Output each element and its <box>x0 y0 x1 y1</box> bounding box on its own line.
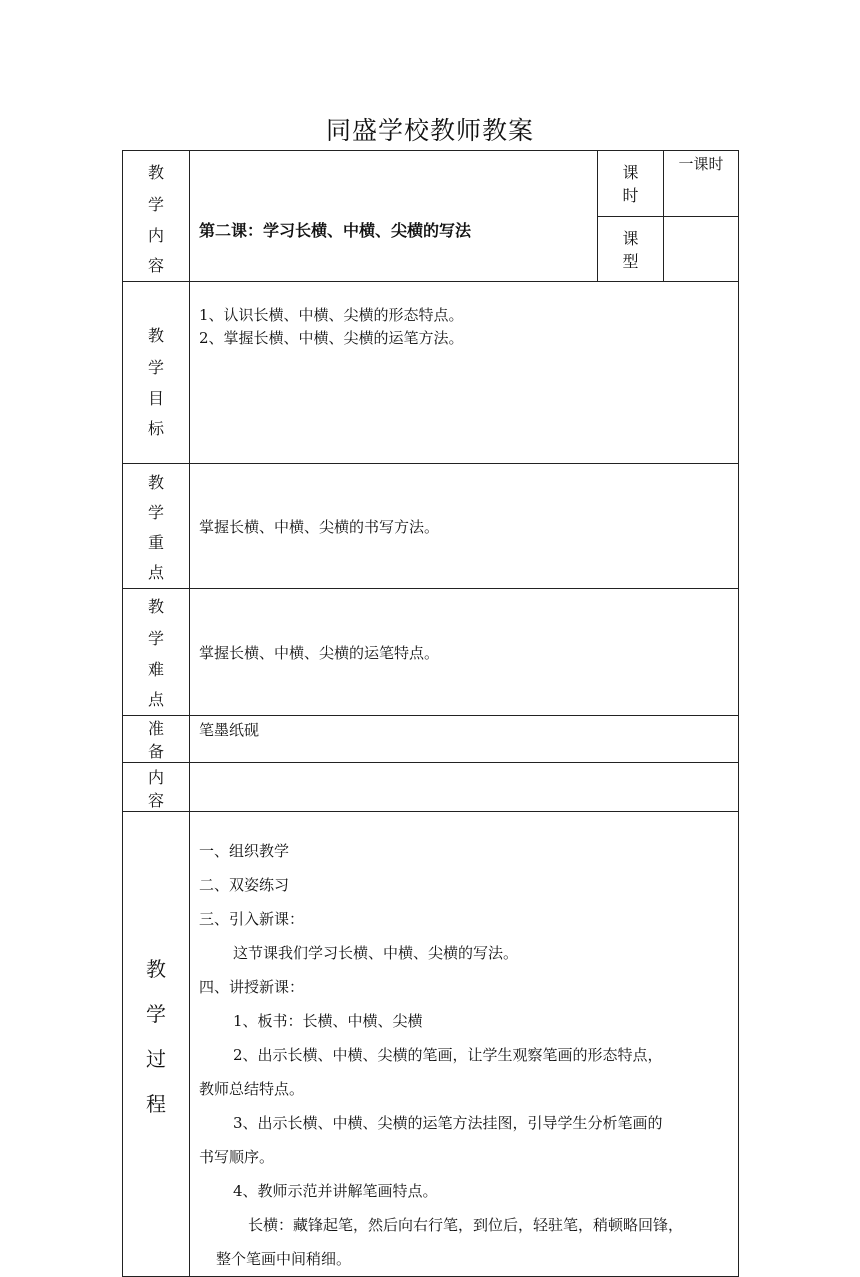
process-line: 书写顺序。 <box>199 1148 275 1166</box>
process-label: 教 学 过 程 <box>123 812 190 1277</box>
lesson-title-cell <box>190 151 598 282</box>
hours-label-cell: 课 时 <box>598 151 664 217</box>
key-points-label: 教 学 重 点 <box>123 464 190 589</box>
process-line: 整个笔画中间稍细。 <box>216 1250 352 1268</box>
process-line: 一、组织教学 <box>199 842 290 860</box>
preparation-label-2: 内 容 <box>123 763 190 812</box>
type-label-cell: 课 型 <box>598 216 664 282</box>
difficulties-text: 掌握长横、中横、尖横的运笔特点。 <box>190 589 739 716</box>
process-line: 2、出示长横、中横、尖横的笔画，让学生观察笔画的形态特点， <box>233 1046 663 1064</box>
process-line: 二、双姿练习 <box>199 876 290 894</box>
difficulties-label: 教 学 难 点 <box>123 589 190 716</box>
process-line: 教师总结特点。 <box>199 1080 305 1098</box>
preparation-text: 笔墨纸砚 <box>190 716 739 763</box>
process-line: 四、讲授新课： <box>199 978 305 996</box>
process-line: 3、出示长横、中横、尖横的运笔方法挂图，引导学生分析笔画的 <box>233 1114 663 1132</box>
process-line: 1、板书：长横、中横、尖横 <box>233 1012 423 1030</box>
goals-label: 教 学 目 标 <box>123 282 190 464</box>
process-line: 4、教师示范并讲解笔画特点。 <box>233 1182 438 1200</box>
preparation-label-1: 准 备 <box>123 716 190 763</box>
goal-item: 2、掌握长横、中横、尖横的运笔方法。 <box>199 329 464 347</box>
process-line: 长横：藏锋起笔，然后向右行笔，到位后，轻驻笔，稍顿略回锋， <box>248 1216 684 1234</box>
page-title: 同盛学校教师教案 <box>325 116 534 145</box>
lesson-plan-table <box>122 150 739 1277</box>
type-value <box>664 216 739 282</box>
process-text <box>190 812 739 1277</box>
content-label: 教 学 内 容 <box>123 151 190 282</box>
preparation-empty <box>190 763 739 812</box>
process-line: 这节课我们学习长横、中横、尖横的写法。 <box>233 944 519 962</box>
goal-item: 1、认识长横、中横、尖横的形态特点。 <box>199 306 464 324</box>
lesson-title: 第二课：学习长横、中横、尖横的写法 <box>199 220 472 240</box>
hours-value: 一课时 <box>664 151 739 217</box>
process-line: 三、引入新课： <box>199 910 305 928</box>
goals-text <box>190 282 739 464</box>
key-points-text: 掌握长横、中横、尖横的书写方法。 <box>190 464 739 589</box>
